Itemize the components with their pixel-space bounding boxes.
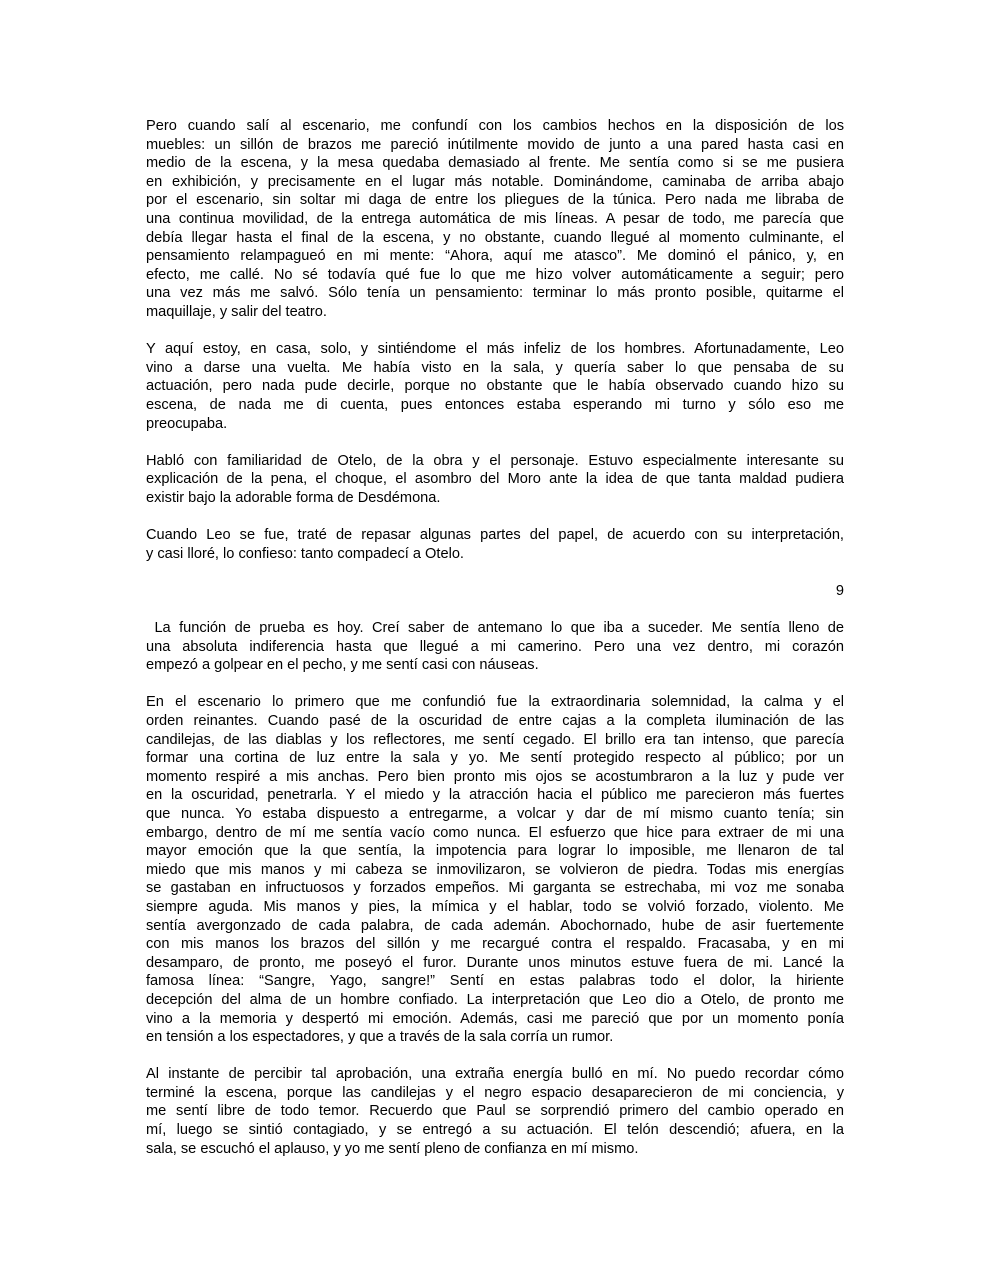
- text-line: me sentí libre de todo temor. Recuerdo que Paul se sorprendió primero del cambio operado en: [146, 1103, 844, 1120]
- text-line: Cuando Leo se fue, traté de repasar algunas partes del papel, de acuerdo con su interpretación,: [146, 527, 844, 544]
- text-line: desamparo, de pronto, me poseyó el furor. Durante unos minutos estuve fuera de mi. Lancé la: [146, 954, 844, 971]
- paragraph: [146, 526, 844, 563]
- text-line: pensamiento relampagueó en mi mente: “Ahora, aquí me atasco”. Me dominó el pánico, y, en: [146, 248, 844, 265]
- document-page: [146, 117, 844, 1177]
- text-line: mí, luego se sintió contagiado, y se entregó a su actuación. El telón descendió; afuera, en la: [146, 1122, 844, 1139]
- text-line: una vez más me salvó. Sólo tenía un pensamiento: terminar lo más pronto posible, quitarme el: [146, 285, 844, 302]
- text-line: Y aquí estoy, en casa, solo, y sintiéndome el más infeliz de los hombres. Afortunadamente, Leo: [146, 341, 844, 358]
- text-line: explicación de la pena, el choque, el asombro del Moro ante la idea de que tanta maldad pudiera: [146, 471, 844, 488]
- text-line: debía llegar hasta el final de la escena, y no obstante, cuando llegué al momento culminante, el: [146, 229, 844, 246]
- text-line: decepción del alma de un hombre confiado. La interpretación que Leo dio a Otelo, de pronto me: [146, 991, 844, 1008]
- text-line: escena, de nada me di cuenta, pues entonces estaba esperando mi turno y sólo eso me: [146, 396, 844, 413]
- text-line: formar una cortina de luz entre la sala y yo. Me sentí protegido respecto al público; por un: [146, 750, 844, 767]
- paragraph: [146, 117, 844, 322]
- text-line: una absoluta indiferencia hasta que llegué a mi camerino. Pero una vez dentro, mi corazón: [146, 638, 844, 655]
- text-line: orden reinantes. Cuando pasé de la oscuridad de entre cajas a la completa iluminación de las: [146, 713, 844, 729]
- section-after-page-break: [146, 619, 844, 1158]
- text-line: existir bajo la adorable forma de Desdémona.: [146, 489, 441, 506]
- text-line: siempre aguda. Mis manos y pies, la mímica y el hablar, todo se volvió forzado, violento. Me: [146, 898, 844, 915]
- text-line: mayor emoción que la que sentía, la impotencia para lograr lo imposible, me llenaron de tal: [146, 843, 844, 860]
- text-line: empezó a golpear en el pecho, y me sentí casi con náuseas.: [146, 657, 539, 674]
- text-line: miedo que mis manos y mi cabeza se inmovilizaron, se volvieron de piedra. Todas mis energías: [146, 861, 844, 878]
- page-number: 9: [835, 582, 844, 599]
- text-line: maquillaje, y salir del teatro.: [146, 303, 327, 320]
- text-line: La función de prueba es hoy. Creí saber de antemano lo que iba a suceder. Me sentía lleno de: [146, 620, 844, 637]
- text-line: sentía avergonzado de cada palabra, de cada ademán. Abochornado, hube de asir fuertemente: [146, 917, 844, 934]
- text-line: embargo, dentro de mí me sentía vacío como nunca. El esfuerzo que hice para extraer de mi una: [146, 824, 844, 841]
- text-line: preocupaba.: [146, 415, 228, 432]
- text-line: medio de la escena, y la mesa quedaba demasiado al frente. Me sentía como si se me pusiera: [146, 155, 844, 172]
- paragraph: [146, 619, 844, 675]
- text-line: vino a la memoria y despertó mi emoción. Además, casi me pareció que por un momento ponía: [146, 1010, 844, 1027]
- text-line: vino a darse una vuelta. Me había visto en la sala, y quería saber lo que pensaba de su: [146, 359, 844, 376]
- text-line: en exhibición, y precisamente en el lugar más notable. Dominándome, caminaba de arriba abajo: [146, 173, 844, 190]
- text-line: actuación, pero nada pude decirle, porque no obstante que le había observado cuando hizo su: [146, 378, 844, 395]
- text-line: famosa línea: “Sangre, Yago, sangre!” Sentí en estas palabras todo el dolor, la hiriente: [146, 973, 844, 990]
- text-line: se gastaban en infructuosos y forzados empeños. Mi garganta se estrechaba, mi voz me sonaba: [146, 880, 844, 897]
- text-line: por el escenario, sin soltar mi daga de entre los pliegues de la túnica. Pero nada me libraba de: [146, 192, 844, 209]
- paragraph: [146, 693, 844, 1046]
- text-line: En el escenario lo primero que me confundió fue la extraordinaria solemnidad, la calma y el: [146, 694, 844, 711]
- text-line: Habló con familiaridad de Otelo, de la obra y el personaje. Estuvo especialmente interesante su: [146, 452, 844, 469]
- text-line: que nunca. Yo estaba dispuesto a entregarme, a volcar y dar de mí mismo cuanto tenía; sin: [146, 805, 844, 822]
- section-before-page-break: [146, 117, 844, 563]
- paragraph: [146, 452, 844, 508]
- text-line: Al instante de percibir tal aprobación, una extraña energía bulló en mí. No puedo recordar cómo: [146, 1066, 844, 1083]
- text-line: sala, se escuchó el aplauso, y yo me sentí pleno de confianza en mí mismo.: [146, 1140, 639, 1157]
- text-line: una continua movilidad, de la entrega automática de mis líneas. A pesar de todo, me parecía que: [146, 210, 844, 227]
- text-line: efecto, me callé. No sé todavía qué fue lo que me hizo volver automáticamente a seguir; pero: [146, 266, 844, 283]
- text-line: en tensión a los espectadores, y que a través de la sala corría un rumor.: [146, 1029, 614, 1046]
- text-line: con mis manos los brazos del sillón y me recargué contra el respaldo. Fracasaba, y en mi: [146, 936, 844, 953]
- text-line: momento respiré a mis anchas. Pero bien pronto mis ojos se acostumbraron a la luz y pude ver: [146, 768, 844, 785]
- text-line: en la oscuridad, penetrarla. Y el miedo y la atracción hacia el público me parecieron más fuertes: [146, 787, 844, 804]
- paragraph: [146, 340, 844, 433]
- text-line: candilejas, de las diablas y los reflectores, me sentí cegado. El brillo era tan intenso, que parecía: [146, 731, 844, 748]
- text-line: Pero cuando salí al escenario, me confundí con los cambios hechos en la disposición de los: [146, 118, 844, 134]
- text-line: y casi lloré, lo confieso: tanto compadecí a Otelo.: [146, 545, 464, 562]
- paragraph: [146, 1065, 844, 1158]
- text-line: terminé la escena, porque las candilejas y el negro espacio desaparecieron de mi conciencia, y: [146, 1084, 844, 1101]
- text-line: muebles: un sillón de brazos me pareció inútilmente movido de junto a una pared hasta casi en: [146, 136, 844, 153]
